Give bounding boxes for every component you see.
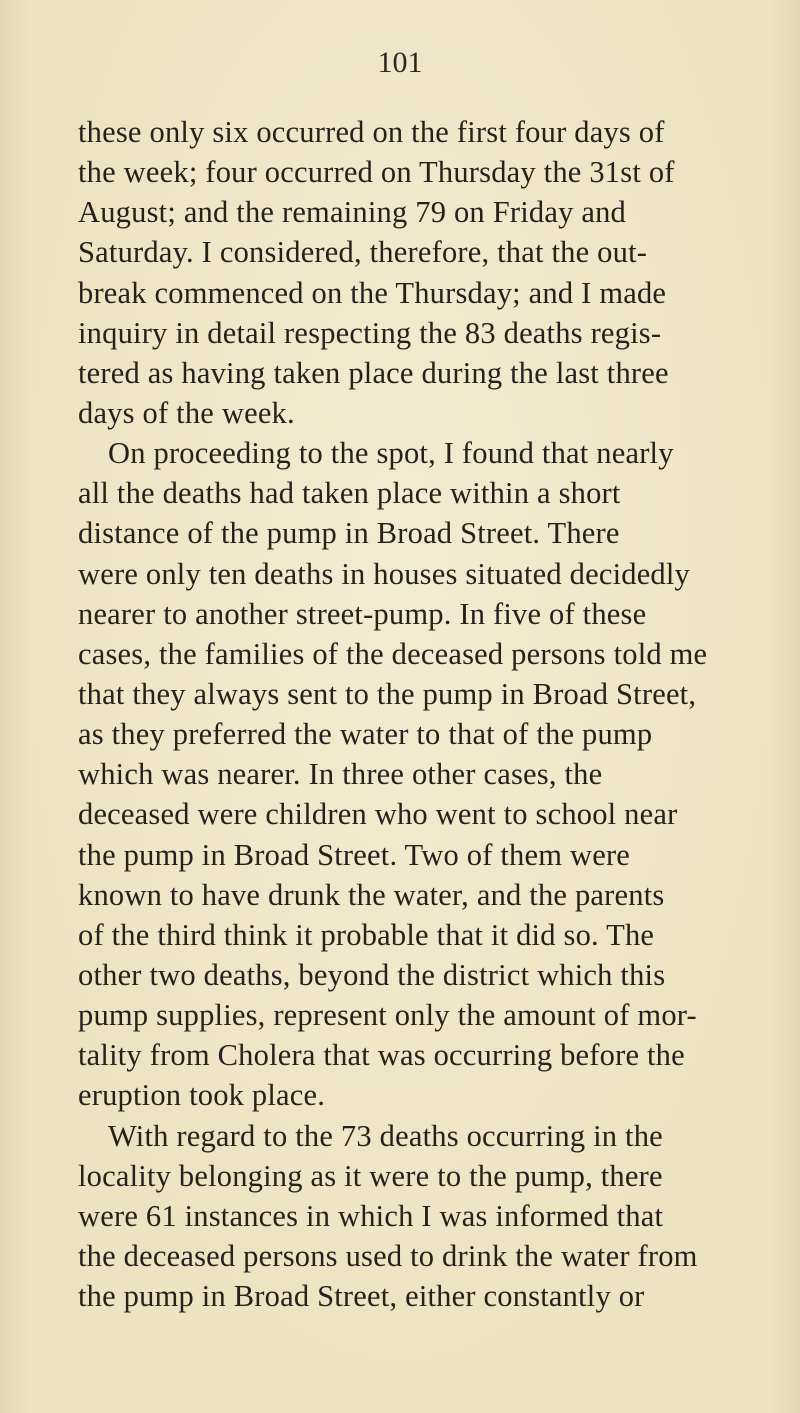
text-line: were 61 instances in which I was informed that [78,1198,664,1233]
text-line: the deceased persons used to drink the water from [78,1238,698,1273]
text-line: inquiry in detail respecting the 83 deaths regis- [78,315,662,350]
body-text [78,112,788,1316]
text-line: eruption took place. [78,1078,326,1113]
text-line: tered as having taken place during the last three [78,355,669,390]
text-line: break commenced on the Thursday; and I made [78,275,667,310]
text-line: that they always sent to the pump in Broad Street, [78,676,697,711]
text-line: as they preferred the water to that of the pump [78,717,653,752]
text-line: all the deaths had taken place within a short [78,476,621,511]
text-line: the pump in Broad Street, either constantly or [78,1279,645,1314]
text-line: nearer to another street-pump. In five of these [78,596,647,631]
text-line: which was nearer. In three other cases, the [78,757,603,792]
text-line: deceased were children who went to school near [78,797,678,832]
page-number: 101 [377,46,423,79]
text-line: days of the week. [78,395,295,430]
text-line: the pump in Broad Street. Two of them were [78,837,631,872]
text-line: of the third think it probable that it did so. The [78,917,655,952]
text-line: cases, the families of the deceased persons told me [78,636,708,671]
text-line: August; and the remaining 79 on Friday and [78,195,626,230]
text-line: these only six occurred on the first four days of [78,115,665,149]
text-line: were only ten deaths in houses situated decidedly [78,556,691,591]
text-line: Saturday. I considered, therefore, that the out- [78,235,648,270]
text-line: distance of the pump in Broad Street. There [78,516,620,551]
paragraph-start-line: With regard to the 73 deaths occurring in the [108,1118,663,1153]
text-line: the week; four occurred on Thursday the 31st of [78,155,675,190]
text-line: tality from Cholera that was occurring before the [78,1038,685,1073]
paragraph-start-line: On proceeding to the spot, I found that nearly [108,436,674,471]
text-line: locality belonging as it were to the pump, there [78,1158,663,1193]
text-line: other two deaths, beyond the district which this [78,957,666,992]
text-line: known to have drunk the water, and the parents [78,877,665,912]
text-line: pump supplies, represent only the amount of mor- [78,998,697,1033]
